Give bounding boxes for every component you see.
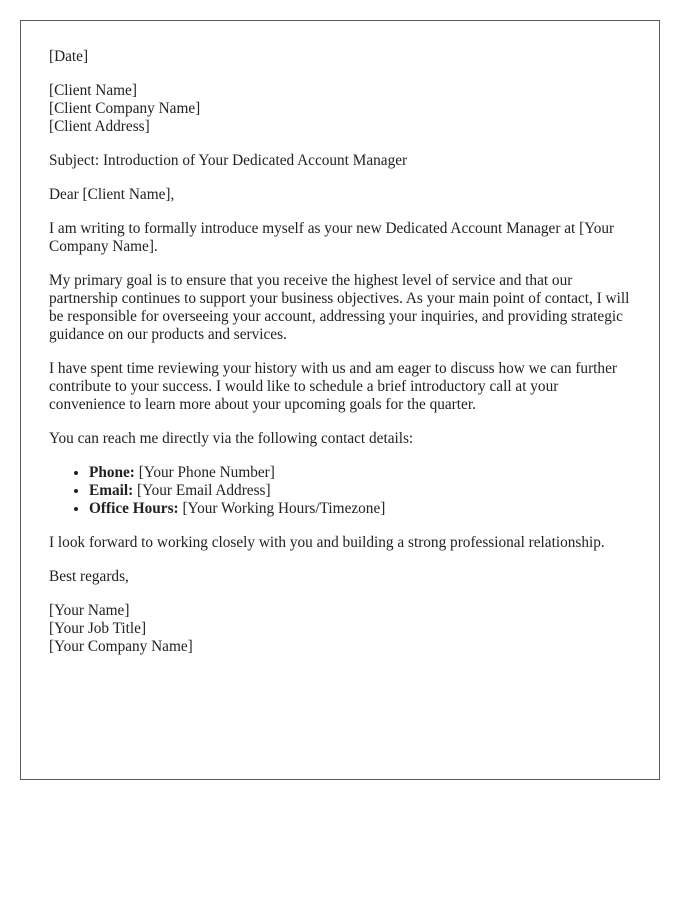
recipient-address-block bbox=[49, 82, 631, 136]
signature-name: [Your Name] bbox=[49, 602, 130, 619]
contact-intro-paragraph: You can reach me directly via the following contact details: bbox=[49, 430, 414, 447]
subject-line: Subject: Introduction of Your Dedicated Account Manager bbox=[49, 152, 408, 169]
recipient-name: [Client Name] bbox=[49, 82, 137, 99]
signature-title: [Your Job Title] bbox=[49, 620, 147, 637]
closing-paragraph: I look forward to working closely with you and building a strong professional relationship. bbox=[49, 534, 605, 551]
contact-label-office-hours: Office Hours: bbox=[89, 500, 179, 517]
goal-paragraph: My primary goal is to ensure that you receive the highest level of service and that our partnership continues to support your business objectives. As your main point of contact, I will be responsible for overseeing your account, addressing your inquiries, and providing strategic guidance on our products and services. bbox=[49, 272, 630, 343]
contact-item-phone bbox=[89, 464, 631, 482]
recipient-company: [Client Company Name] bbox=[49, 100, 201, 117]
sign-off: Best regards, bbox=[49, 568, 129, 585]
review-paragraph: I have spent time reviewing your history with us and am eager to discuss how we can further contribute to your success. I would like to schedule a brief introductory call at your convenience to learn more about your upcoming goals for the quarter. bbox=[49, 360, 617, 413]
signature-company: [Your Company Name] bbox=[49, 638, 193, 655]
contact-item-office-hours bbox=[89, 500, 631, 518]
contact-label-email: Email: bbox=[89, 482, 134, 499]
letter-date: [Date] bbox=[49, 48, 89, 65]
intro-paragraph: I am writing to formally introduce myself as your new Dedicated Account Manager at [Your Company Name]. bbox=[49, 220, 615, 255]
contact-label-phone: Phone: bbox=[89, 464, 135, 481]
contact-details-list bbox=[49, 464, 631, 518]
recipient-address: [Client Address] bbox=[49, 118, 150, 135]
contact-value-office-hours: [Your Working Hours/Timezone] bbox=[178, 500, 386, 517]
salutation: Dear [Client Name], bbox=[49, 186, 175, 203]
signature-block bbox=[49, 602, 631, 656]
date-block bbox=[49, 48, 631, 66]
contact-item-email bbox=[89, 482, 631, 500]
contact-value-phone: [Your Phone Number] bbox=[134, 464, 275, 481]
contact-value-email: [Your Email Address] bbox=[133, 482, 271, 499]
letter-page bbox=[20, 20, 660, 780]
